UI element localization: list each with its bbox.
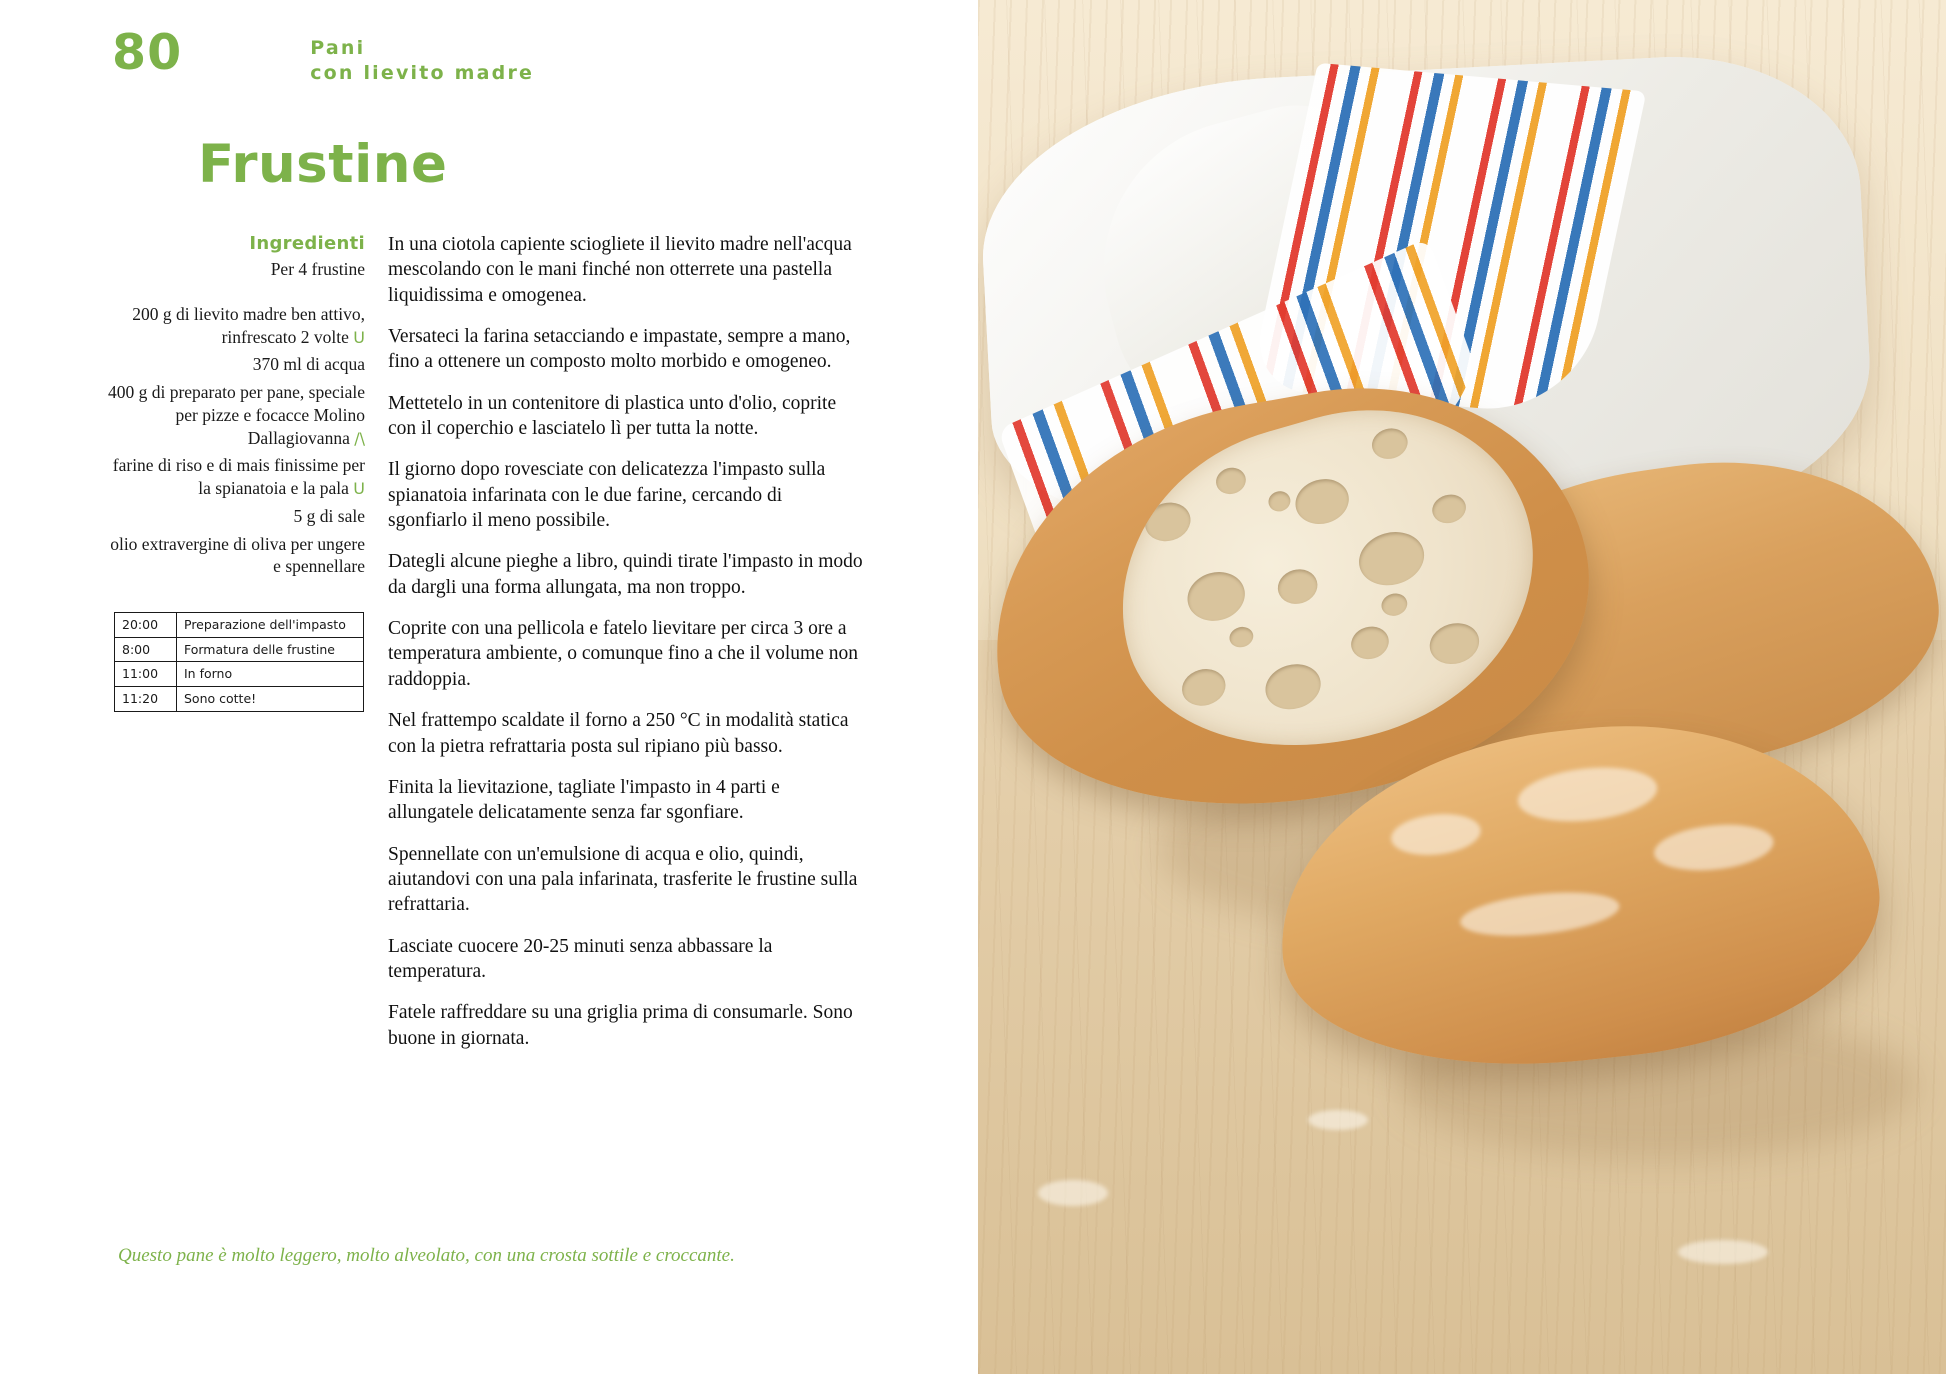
page-number: 80 xyxy=(112,24,183,81)
ingredient-item xyxy=(100,353,365,376)
ingredient-text: olio extravergine di oliva per ungere e spennellare xyxy=(110,533,365,577)
method-steps xyxy=(388,232,863,1067)
method-step: Il giorno dopo rovesciate con delicatezza l'impasto sulla spianatoia infarinata con le due farine, cercando di sgonfiarlo il meno possibile. xyxy=(388,459,826,532)
table-row xyxy=(115,662,364,687)
method-step: Coprite con una pellicola e fatelo lievitare per circa 3 ore a temperatura ambiente, o comunque fino a che il volume non raddoppia. xyxy=(388,618,859,690)
schedule-task: In forno xyxy=(177,662,364,687)
method-step: Versateci la farina setacciando e impastate, sempre a mano, fino a ottenere un composto molto morbido e omogeneo. xyxy=(388,326,851,373)
ingredient-item xyxy=(100,381,365,449)
flour-dust xyxy=(1678,1240,1768,1264)
section-title-line2: con lievito madre xyxy=(310,62,535,85)
method-step: Spennellate con un'emulsione di acqua e olio, quindi, aiutandovi con una pala infarinata, trasferite le frustine sulla refrattaria. xyxy=(388,843,858,916)
footnote-note: Questo pane è molto leggero, molto alveolato, con una crosta sottile e croccante. xyxy=(118,1245,735,1266)
method-step: Nel frattempo scaldate il forno a 250 °C in modalità statica con la pietra refrattaria posta sul ripiano più basso. xyxy=(388,710,849,757)
icon-flour-mark: /\ xyxy=(354,428,365,448)
table-row xyxy=(115,613,364,638)
ingredient-item xyxy=(100,533,365,579)
schedule-table xyxy=(114,612,364,712)
table-row xyxy=(115,686,364,711)
flour-dust xyxy=(1038,1180,1108,1206)
schedule-time: 20:00 xyxy=(115,613,177,638)
ingredient-item xyxy=(100,505,365,528)
ingredient-item xyxy=(100,454,365,500)
schedule-task: Preparazione dell'impasto xyxy=(177,613,364,638)
recipe-title: Frustine xyxy=(198,134,448,195)
ingredients-serves: Per 4 frustine xyxy=(270,258,365,279)
icon-fresh-starter: U xyxy=(353,479,365,499)
method-step: Mettetelo in un contenitore di plastica unto d'olio, coprite con il coperchio e lasciatelo lì per tutta la notte. xyxy=(388,392,837,440)
section-title xyxy=(310,36,534,86)
schedule-time: 11:20 xyxy=(115,686,177,711)
ingredient-text: 400 g di preparato per pane, speciale per pizze e focacce Molino Dallagiovanna xyxy=(107,382,365,448)
ingredient-item xyxy=(100,303,365,349)
flour-dust xyxy=(1308,1110,1368,1130)
section-title-line1: Pani xyxy=(310,37,366,59)
ingredient-text: farine di riso e di mais finissime per la spianatoia e la pala xyxy=(112,455,365,499)
method-step: Lasciate cuocere 20-25 minuti senza abbassare la temperatura. xyxy=(388,935,773,982)
table-row xyxy=(115,637,364,662)
page-header xyxy=(112,24,535,86)
icon-fresh-starter: U xyxy=(353,327,365,347)
method-step: Fatele raffreddare su una griglia prima di consumarle. Sono buone in giornata. xyxy=(388,1002,853,1049)
ingredient-text: 5 g di sale xyxy=(293,505,365,526)
ingredient-text: 200 g di lievito madre ben attivo, rinfrescato 2 volte xyxy=(132,303,365,347)
schedule-time: 11:00 xyxy=(115,662,177,687)
method-step: Finita la lievitazione, tagliate l'impasto in 4 parti e allungatele delicatamente senza far sgonfiare. xyxy=(388,776,780,824)
method-step: In una ciotola capiente sciogliete il lievito madre nell'acqua mescolando con le mani finché non otterrete una pastella liquidissima e omogenea. xyxy=(388,234,852,306)
bread-crumb xyxy=(1081,370,1573,793)
schedule-time: 8:00 xyxy=(115,637,177,662)
ingredients-heading: Ingredienti xyxy=(249,233,365,254)
ingredients-block xyxy=(100,232,365,583)
method-step: Dategli alcune pieghe a libro, quindi tirate l'impasto in modo da dargli una forma allungata, ma non troppo. xyxy=(388,551,863,598)
schedule-task: Sono cotte! xyxy=(177,686,364,711)
schedule-task: Formatura delle frustine xyxy=(177,637,364,662)
ingredient-text: 370 ml di acqua xyxy=(252,354,365,375)
recipe-photo xyxy=(978,0,1946,1374)
